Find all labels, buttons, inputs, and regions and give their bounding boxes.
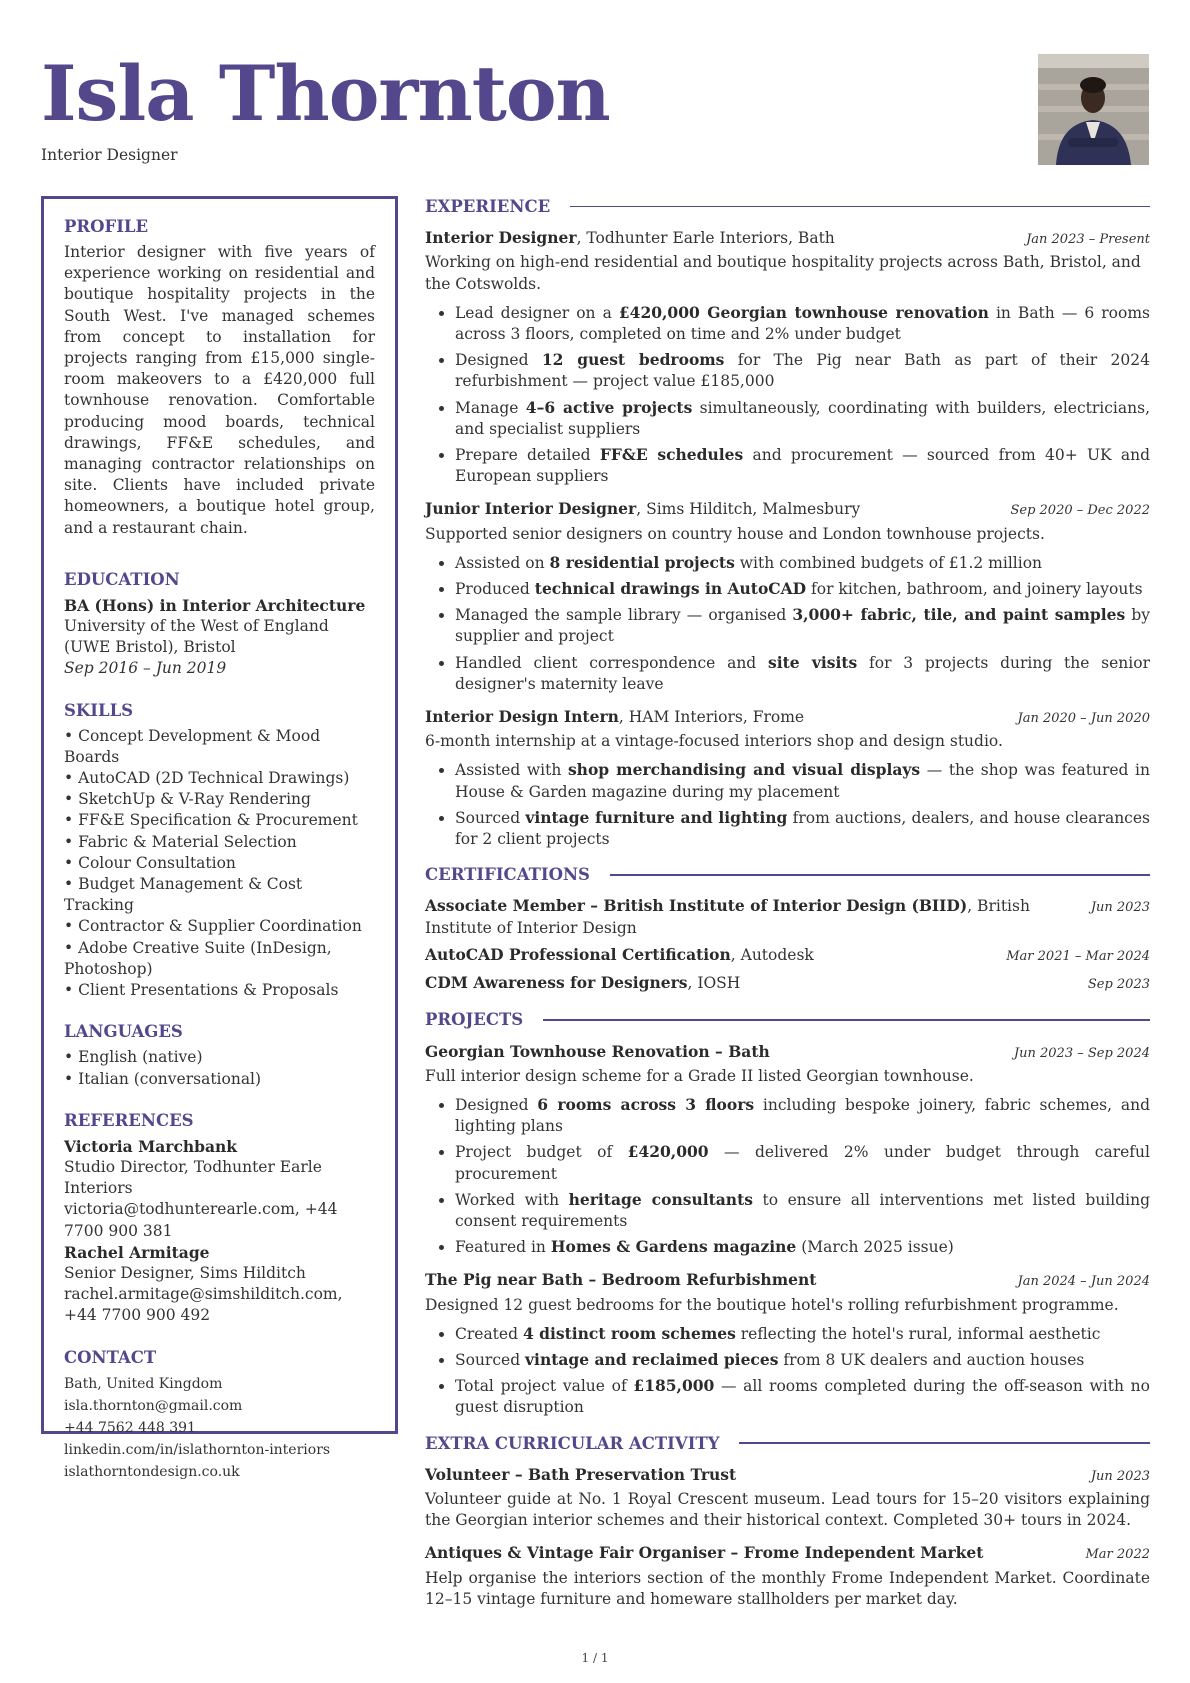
job-desc: Working on high-end residential and boutique hospitality projects across Bath, Bristol, and the Cotswolds. [425,253,1141,293]
reference-role: Senior Designer, Sims Hilditch [64,1263,306,1282]
certifications-heading: CERTIFICATIONS [425,865,590,885]
job-entry [425,498,1150,695]
projects-section [425,1009,1150,1418]
profile-text: Interior designer with five years of experience working on residential and boutique hospitality projects in the South West. I've managed schemes from concept to installation for projects ranging from £15,000 single-room makeovers to a £420,000 full townhouse renovation. Comfortable producing mood boards, technical drawings, FF&E schedules, and managing contractor relationships on site. Clients have included private homeowners, a boutique hotel group, and a restaurant chain. [64,243,375,537]
job-bullets [425,759,1150,850]
skill-item: • Colour Consultation [64,853,375,874]
bullet: • Handled client correspondence and site visits for 3 projects during the senior designer's maternity leave [455,652,1150,695]
job-entry [425,706,1150,850]
profile-section [64,216,375,539]
reference-name: Rachel Armitage [64,1242,210,1262]
references-heading: REFERENCES [64,1110,194,1130]
job-title: Interior Designer [41,146,178,164]
languages-heading: LANGUAGES [64,1022,183,1042]
reference-name: Victoria Marchbank [64,1136,238,1156]
project-entry [425,1269,1150,1418]
school: University of the West of England (UWE Bristol), Bristol [64,617,329,657]
experience-heading: EXPERIENCE [425,197,551,216]
job-org: , Todhunter Earle Interiors, Bath [576,229,835,248]
contact-section [64,1347,375,1483]
extracurricular-heading: EXTRA CURRICULAR ACTIVITY [425,1433,720,1453]
bullet: • Manage 4–6 active projects simultaneously, coordinating with builders, electricians, and specialist suppliers [455,397,1150,440]
reference-role: Studio Director, Todhunter Earle Interiors [64,1157,322,1198]
extracurricular-section [425,1433,1150,1610]
contact-phone: +44 7562 448 391 [64,1419,196,1436]
bullet: • Produced technical drawings in AutoCAD for kitchen, bathroom, and joinery layouts [455,578,1150,600]
certification-item: CDM Awareness for Designers, IOSH Sep 2023 [425,973,1150,993]
job-org: , Sims Hilditch, Malmesbury [636,500,861,519]
job-dates: Jan 2023 – Present [1026,232,1150,248]
bullet: • Prepare detailed FF&E schedules and procurement — sourced from 40+ UK and European suppliers [455,444,1150,487]
bullet: • Lead designer on a £420,000 Georgian townhouse renovation in Bath — 6 rooms across 3 floors, completed on time and 2% under budget [455,302,1150,345]
portrait-image [1038,54,1149,165]
skill-item: • Concept Development & Mood Boards [64,726,375,768]
sidebar [41,196,398,1480]
job-title: Interior Design Intern [425,707,619,727]
project-entry [425,1041,1150,1259]
skill-item: • Adobe Creative Suite (InDesign, Photoshop) [64,938,375,980]
languages-list [64,1047,375,1089]
language-item: • Italian (conversational) [64,1069,375,1090]
project-bullets [425,1094,1150,1258]
project-title: Georgian Townhouse Renovation – Bath [425,1041,770,1061]
contact-email[interactable]: isla.thornton@gmail.com [64,1397,243,1414]
references-section [64,1110,375,1327]
job-dates: Sep 2020 – Dec 2022 [1010,503,1150,519]
education-dates: Sep 2016 – Jun 2019 [64,659,227,678]
activity-desc: Help organise the interiors section of the monthly Frome Independent Market. Coordinate 12–15 vintage furniture and homeware stallholders per market day. [425,1568,1150,1608]
bullet: • Managed the sample library — organised 3,000+ fabric, tile, and paint samples by supplier and project [455,604,1150,647]
job-dates: Jan 2020 – Jun 2020 [1017,711,1150,727]
job-bullets [425,552,1150,695]
section-rule [610,874,1150,876]
skills-section [64,700,375,1002]
projects-heading: PROJECTS [425,1010,524,1030]
bullet: • Assisted on 8 residential projects with combined budgets of £1.2 million [455,552,1150,574]
certifications-section [425,864,1150,995]
education-heading: EDUCATION [64,569,180,589]
project-bullets [425,1323,1150,1419]
skill-item: • SketchUp & V-Ray Rendering [64,789,375,810]
main-column [425,196,1150,1624]
profile-heading: PROFILE [64,217,149,236]
candidate-name: Isla Thornton [41,49,610,138]
activity-title: Antiques & Vintage Fair Organiser – Frome Independent Market [425,1543,984,1563]
certification-item: Associate Member – British Institute of Interior Design (BIID), British Institute of Interior Design Jun 2023 [425,896,1150,937]
bullet: • Featured in Homes & Gardens magazine (March 2025 issue) [455,1236,1150,1258]
skill-item: • AutoCAD (2D Technical Drawings) [64,768,375,789]
skill-item: • Fabric & Material Selection [64,832,375,853]
section-rule [570,206,1150,208]
experience-section [425,196,1150,850]
bullet: • Total project value of £185,000 — all rooms completed during the off-season with no guest disruption [455,1375,1150,1418]
bullet: • Project budget of £420,000 — delivered 2% under budget through careful procurement [455,1141,1150,1184]
education-section [64,569,375,680]
job-desc: 6-month internship at a vintage-focused interiors shop and design studio. [425,732,1003,751]
bullet: • Created 4 distinct room schemes reflecting the hotel's rural, informal aesthetic [455,1323,1150,1345]
activity-entry [425,1542,1150,1610]
section-rule [739,1442,1150,1444]
bullet: • Sourced vintage furniture and lighting from auctions, dealers, and house clearances for 2 client projects [455,807,1150,850]
reference-contact: victoria@todhunterearle.com, +44 7700 900 381 [64,1200,338,1240]
activity-desc: Volunteer guide at No. 1 Royal Crescent museum. Lead tours for 15–20 visitors explaining the Georgian interior schemes and their historical context. Completed 30+ tours in 2024. [425,1489,1150,1530]
project-dates: Jun 2023 – Sep 2024 [1013,1045,1150,1061]
degree: BA (Hons) in Interior Architecture [64,595,366,615]
skill-item: • Contractor & Supplier Coordination [64,916,375,937]
activity-dates: Mar 2022 [1085,1547,1150,1563]
bullet: • Designed 6 rooms across 3 floors including bespoke joinery, fabric schemes, and lighting plans [455,1094,1150,1137]
job-org: , HAM Interiors, Frome [618,708,805,727]
project-desc: Full interior design scheme for a Grade II listed Georgian townhouse. [425,1066,974,1085]
skill-item: • Budget Management & Cost Tracking [64,874,375,916]
job-desc: Supported senior designers on country house and London townhouse projects. [425,524,1045,543]
languages-section [64,1021,375,1089]
skills-list [64,726,375,1002]
skills-heading: SKILLS [64,700,134,720]
certification-item: AutoCAD Professional Certification, Autodesk Mar 2021 – Mar 2024 [425,944,1150,964]
activity-title: Volunteer – Bath Preservation Trust [425,1464,737,1484]
project-title: The Pig near Bath – Bedroom Refurbishment [425,1270,817,1290]
project-desc: Designed 12 guest bedrooms for the boutique hotel's rolling refurbishment programme. [425,1295,1119,1314]
job-title: Interior Designer [425,228,577,248]
project-dates: Jan 2024 – Jun 2024 [1017,1274,1150,1290]
activity-dates: Jun 2023 [1090,1468,1150,1484]
section-rule [543,1019,1150,1021]
language-item: • English (native) [64,1047,375,1068]
bullet: • Worked with heritage consultants to ensure all interventions met listed building consent requirements [455,1189,1150,1232]
bullet: • Designed 12 guest bedrooms for The Pig near Bath as part of their 2024 refurbishment — project value £185,000 [455,349,1150,392]
page-number: 1 / 1 [581,1651,609,1665]
bullet: • Assisted with shop merchandising and visual displays — the shop was featured in House & Garden magazine during my placement [455,759,1150,802]
contact-heading: CONTACT [64,1347,157,1367]
reference-contact: rachel.armitage@simshilditch.com, +44 7700 900 492 [64,1285,343,1325]
profile-photo [1038,54,1149,165]
job-title: Junior Interior Designer [425,499,637,519]
job-bullets [425,302,1150,488]
activity-entry [425,1464,1150,1532]
contact-website[interactable]: islathorntondesign.co.uk [64,1463,240,1480]
job-entry [425,227,1150,487]
bullet: • Sourced vintage and reclaimed pieces from 8 UK dealers and auction houses [455,1349,1150,1371]
contact-location: Bath, United Kingdom [64,1375,223,1392]
skill-item: • FF&E Specification & Procurement [64,810,375,831]
skill-item: • Client Presentations & Proposals [64,980,375,1001]
contact-linkedin[interactable]: linkedin.com/in/islathornton-interiors [64,1441,331,1458]
